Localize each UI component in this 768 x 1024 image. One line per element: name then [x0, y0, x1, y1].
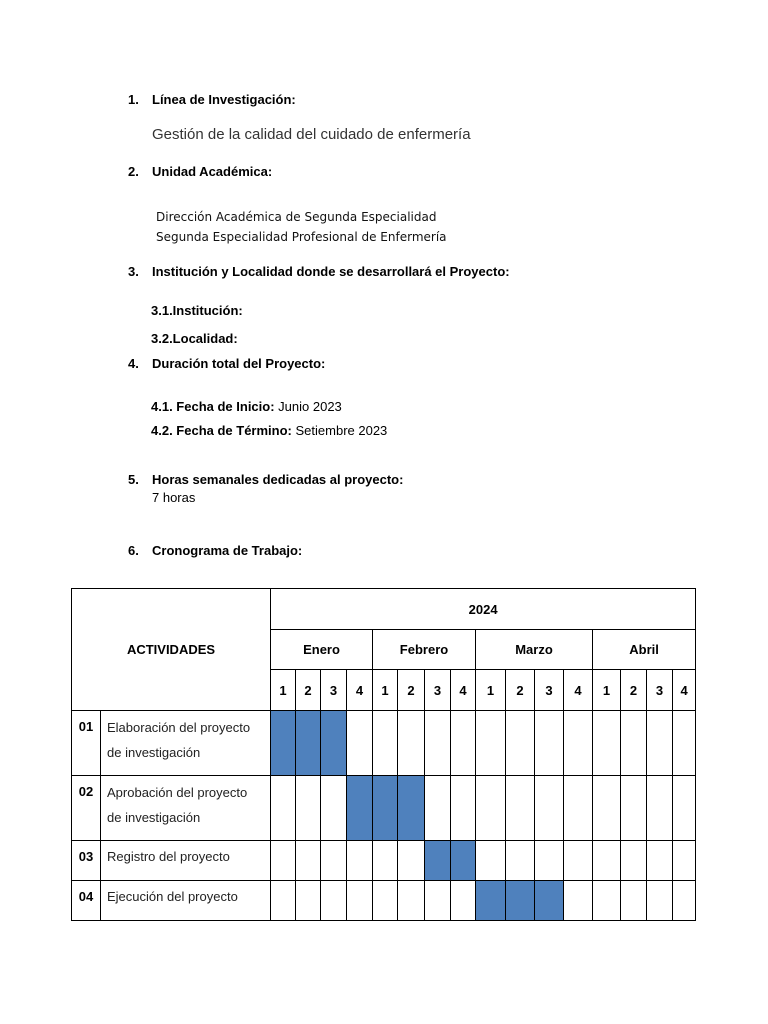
gantt-bar-cell: [451, 841, 476, 881]
gantt-empty-cell: [593, 711, 621, 776]
gantt-empty-cell: [425, 881, 451, 921]
gantt-bar-cell: [476, 881, 506, 921]
schedule-table: [71, 588, 696, 921]
gantt-empty-cell: [621, 711, 647, 776]
week-header: 1: [271, 670, 296, 711]
weekly-hours-value: 7 horas: [152, 490, 196, 505]
gantt-empty-cell: [647, 711, 673, 776]
gantt-bar-cell: [535, 881, 564, 921]
section-2-number: 2.: [128, 164, 139, 179]
week-header: 3: [647, 670, 673, 711]
week-header: 1: [476, 670, 506, 711]
gantt-empty-cell: [564, 776, 593, 841]
gantt-empty-cell: [347, 711, 373, 776]
gantt-empty-cell: [321, 776, 347, 841]
gantt-bar-cell: [321, 711, 347, 776]
end-date-value: Setiembre 2023: [295, 423, 388, 438]
gantt-empty-cell: [271, 841, 296, 881]
institution-label: 3.1.Institución:: [151, 303, 243, 318]
end-date-line: [151, 423, 387, 438]
gantt-empty-cell: [321, 881, 347, 921]
gantt-empty-cell: [451, 711, 476, 776]
activity-description: Registro del proyecto: [101, 841, 271, 881]
start-date-value: Junio 2023: [278, 399, 342, 414]
section-5-number: 5.: [128, 472, 139, 487]
gantt-empty-cell: [647, 841, 673, 881]
gantt-bar-cell: [425, 841, 451, 881]
gantt-empty-cell: [506, 776, 535, 841]
gantt-bar-cell: [506, 881, 535, 921]
gantt-empty-cell: [425, 776, 451, 841]
gantt-empty-cell: [564, 841, 593, 881]
gantt-empty-cell: [564, 711, 593, 776]
gantt-empty-cell: [296, 776, 321, 841]
gantt-empty-cell: [621, 881, 647, 921]
gantt-empty-cell: [535, 776, 564, 841]
gantt-empty-cell: [398, 881, 425, 921]
activity-description: Elaboración del proyecto de investigación: [101, 711, 271, 776]
section-4-number: 4.: [128, 356, 139, 371]
gantt-empty-cell: [425, 711, 451, 776]
week-header: 4: [347, 670, 373, 711]
section-2-title: Unidad Académica:: [152, 164, 273, 179]
gantt-empty-cell: [398, 711, 425, 776]
section-5-title: Horas semanales dedicadas al proyecto:: [152, 472, 404, 487]
gantt-empty-cell: [506, 711, 535, 776]
week-header: 2: [506, 670, 535, 711]
activity-id: 03: [72, 841, 101, 881]
gantt-empty-cell: [621, 776, 647, 841]
month-header-3: Abril: [593, 630, 696, 670]
gantt-empty-cell: [271, 881, 296, 921]
gantt-empty-cell: [296, 881, 321, 921]
start-date-line: [151, 399, 342, 414]
activity-id: 04: [72, 881, 101, 921]
locality-label: 3.2.Localidad:: [151, 331, 238, 346]
gantt-empty-cell: [398, 841, 425, 881]
academic-unit-block: [156, 207, 447, 247]
activity-description: Ejecución del proyecto: [101, 881, 271, 921]
activity-id: 01: [72, 711, 101, 776]
gantt-empty-cell: [296, 841, 321, 881]
week-header: 4: [673, 670, 696, 711]
week-header: 4: [564, 670, 593, 711]
gantt-empty-cell: [476, 841, 506, 881]
section-3-number: 3.: [128, 264, 139, 279]
gantt-empty-cell: [535, 841, 564, 881]
research-line-value: Gestión de la calidad del cuidado de enfermería: [152, 126, 471, 143]
gantt-empty-cell: [673, 841, 696, 881]
activity-id: 02: [72, 776, 101, 841]
week-header: 2: [296, 670, 321, 711]
gantt-empty-cell: [347, 881, 373, 921]
gantt-bar-cell: [271, 711, 296, 776]
gantt-empty-cell: [535, 711, 564, 776]
week-header: 4: [451, 670, 476, 711]
gantt-empty-cell: [564, 881, 593, 921]
gantt-empty-cell: [647, 881, 673, 921]
end-date-label: 4.2. Fecha de Término:: [151, 423, 292, 438]
gantt-bar-cell: [296, 711, 321, 776]
gantt-empty-cell: [271, 776, 296, 841]
week-header: 3: [535, 670, 564, 711]
activity-description: Aprobación del proyecto de investigación: [101, 776, 271, 841]
gantt-empty-cell: [621, 841, 647, 881]
week-header: 3: [321, 670, 347, 711]
gantt-empty-cell: [593, 841, 621, 881]
month-header-2: Marzo: [476, 630, 593, 670]
gantt-empty-cell: [373, 881, 398, 921]
gantt-empty-cell: [451, 881, 476, 921]
activities-header: ACTIVIDADES: [72, 589, 271, 711]
gantt-empty-cell: [373, 841, 398, 881]
gantt-empty-cell: [673, 776, 696, 841]
week-header: 2: [398, 670, 425, 711]
gantt-empty-cell: [647, 776, 673, 841]
gantt-empty-cell: [476, 711, 506, 776]
gantt-bar-cell: [373, 776, 398, 841]
start-date-label: 4.1. Fecha de Inicio:: [151, 399, 275, 414]
section-6-title: Cronograma de Trabajo:: [152, 543, 303, 558]
gantt-empty-cell: [673, 711, 696, 776]
gantt-bar-cell: [398, 776, 425, 841]
week-header: 1: [373, 670, 398, 711]
gantt-bar-cell: [347, 776, 373, 841]
gantt-empty-cell: [321, 841, 347, 881]
section-1-title: Línea de Investigación:: [152, 92, 296, 107]
gantt-empty-cell: [593, 881, 621, 921]
academic-unit-line-2: Segunda Especialidad Profesional de Enfermería: [156, 230, 447, 244]
gantt-empty-cell: [476, 776, 506, 841]
gantt-empty-cell: [593, 776, 621, 841]
week-header: 3: [425, 670, 451, 711]
gantt-empty-cell: [673, 881, 696, 921]
academic-unit-line-1: Dirección Académica de Segunda Especialidad: [156, 210, 437, 224]
section-1-number: 1.: [128, 92, 139, 107]
week-header: 2: [621, 670, 647, 711]
month-header-0: Enero: [271, 630, 373, 670]
gantt-empty-cell: [347, 841, 373, 881]
month-header-1: Febrero: [373, 630, 476, 670]
section-4-title: Duración total del Proyecto:: [152, 356, 326, 371]
gantt-empty-cell: [373, 711, 398, 776]
section-3-title: Institución y Localidad donde se desarrollará el Proyecto:: [152, 264, 510, 279]
gantt-empty-cell: [506, 841, 535, 881]
year-header: 2024: [271, 589, 696, 630]
gantt-empty-cell: [451, 776, 476, 841]
week-header: 1: [593, 670, 621, 711]
section-6-number: 6.: [128, 543, 139, 558]
